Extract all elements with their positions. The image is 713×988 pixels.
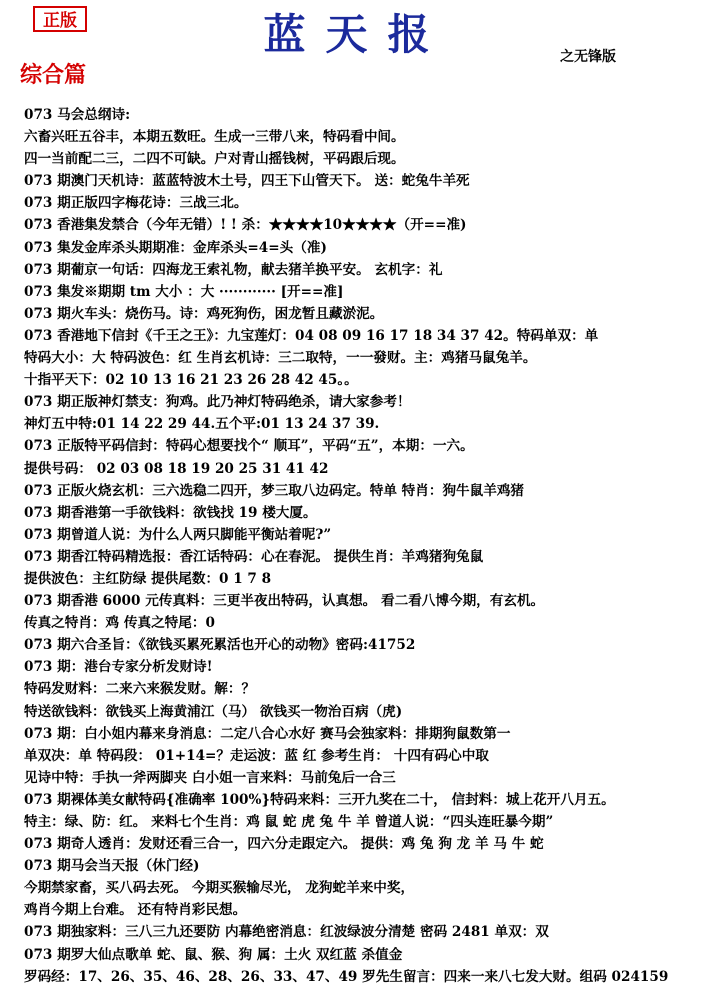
article-body	[24, 104, 704, 988]
text-line: 特送欲钱料：欲钱买上海黄浦江（马） 欲钱买一物治百病（虎)	[24, 703, 403, 720]
text-line: 073 期独家料：三八三九还要防 内幕绝密消息：红波绿波分清楚 密码 2481 单双：双	[24, 924, 549, 941]
text-line: 073 期裸体美女献特码{准确率 100%}特码来料：三开九奖在二十， 信封料：城上花开八月五。	[24, 791, 615, 808]
text-line: 073 期罗大仙点歌单 蛇、鼠、猴、狗 属：土火 双红蓝 杀值金	[24, 946, 403, 963]
text-line: 073 马会总纲诗:	[24, 107, 131, 123]
text-line: 见诗中特：手执一斧两脚夹 白小姐一言来料：马前兔后一合三	[24, 769, 396, 786]
text-line: 073 集发金库杀头期期准：金库杀头=4=头（准)	[24, 239, 327, 256]
text-line: 罗码经：17、26、35、46、28、26、33、47、49 罗先生留言：四来一来八七发大财。组码 024159	[24, 968, 669, 985]
text-line: 073 期马会当天报（休门经)	[24, 858, 200, 875]
text-line: 073 期奇人透肖：发财还看三合一，四六分走跟定六。 提供：鸡 兔 狗 龙 羊 马 牛 蛇	[24, 836, 544, 853]
text-line: 特码发财料：二来六来猴发财。解：？	[24, 681, 256, 698]
section-title: 综合篇	[20, 62, 87, 88]
newspaper-title: 蓝天报	[263, 10, 450, 59]
text-line: 073 期香港 6000 元传真料：三更半夜出特码，认真想。 看二看八博今期，有玄机。	[24, 593, 545, 610]
text-line: 特主：绿、防：红。 来料七个生肖：鸡 鼠 蛇 虎 兔 牛 羊 曾道人说：“四头连旺暴今期”	[24, 814, 554, 830]
edition-label: 之无锋版	[560, 49, 616, 65]
text-line: 073 期：港台专家分析发财诗!	[24, 659, 213, 676]
text-line: 073 期香江特码精选报：香江话特码：心在春泥。 提供生肖：羊鸡猪狗兔鼠	[24, 548, 484, 565]
text-line: 073 期澳门天机诗：蓝蓝特波木土号，四王下山管天下。 送：蛇兔牛羊死	[24, 173, 470, 190]
genuine-edition-badge: 正版	[33, 6, 87, 32]
text-line: 073 正版火烧玄机：三六选稳二四开，梦三取八边码定。特单 特肖：狗牛鼠羊鸡猪	[24, 482, 525, 499]
text-line: 073 期六合圣旨：《欲钱买累死累活也开心的动物》密码:41752	[24, 637, 416, 654]
text-line: 073 期正版四字梅花诗：三战三北。	[24, 195, 248, 212]
text-line: 特码大小：大 特码波色：红 生肖玄机诗：三二取特，一一發财。主：鸡猪马鼠兔羊。	[24, 350, 537, 367]
text-line: 六畜兴旺五谷丰，本期五数旺。生成一三带八来，特码看中间。	[24, 129, 405, 146]
text-line: 神灯五中特:01 14 22 29 44.五个平:01 13 24 37 39.	[24, 416, 380, 433]
text-line: 传真之特肖：鸡 传真之特尾：0	[24, 615, 215, 632]
text-line: 073 正版特平码信封：特码心想要找个“ 顺耳”，平码“五”，本期：一六。	[24, 438, 474, 455]
text-line: 073 期曾道人说：为什么人两只脚能平衡站着呢?”	[24, 526, 332, 543]
text-line: 073 期火车头：烧伤马。诗：鸡死狗伤，困龙暂且藏淤泥。	[24, 305, 384, 322]
text-line: 073 期葡京一句话：四海龙王索礼物，献去猪羊换平安。 玄机字：礼	[24, 261, 443, 278]
text-line: 073 香港地下信封《千王之王》：九宝莲灯：04 08 09 16 17 18 34 37 42。特码单双：单	[24, 327, 599, 344]
text-line: 提供波色：主红防绿 提供尾数：0 1 7 8	[24, 570, 272, 587]
text-line: 073 期正版神灯禁支：狗鸡。此乃神灯特码绝杀，请大家参考！	[24, 394, 411, 411]
text-line: 073 期：白小姐内幕来身消息：二定八合心水好 赛马会独家料：排期狗鼠数第一	[24, 725, 511, 742]
text-line: 鸡肖今期上台难。 还有特肖彩民想。	[24, 902, 247, 919]
text-line: 单双决：单 特码段： 01+14=？走运波：蓝 红 参考生肖： 十四有码心中取	[24, 747, 489, 764]
text-line: 073 期香港第一手欲钱料：欲钱找 19 楼大厦。	[24, 504, 317, 521]
text-line: 四一当前配二三，二四不可缺。户对青山摇钱树，平码跟后现。	[24, 151, 405, 168]
text-line: 073 集发※期期 tm 大小 ：大 ············ [开==准]	[24, 283, 344, 300]
text-line: 今期禁家畜，买八码去死。 今期买猴输尽光， 龙狗蛇羊来中奖，	[24, 880, 415, 897]
text-line: 提供号码： 02 03 08 18 19 20 25 31 41 42	[24, 460, 329, 477]
text-line: 073 香港集发禁合（今年无错）! ! 杀：★★★★10★★★★（开==准)	[24, 217, 467, 234]
text-line: 十指平天下：02 10 13 16 21 23 26 28 42 45。。	[24, 372, 358, 389]
